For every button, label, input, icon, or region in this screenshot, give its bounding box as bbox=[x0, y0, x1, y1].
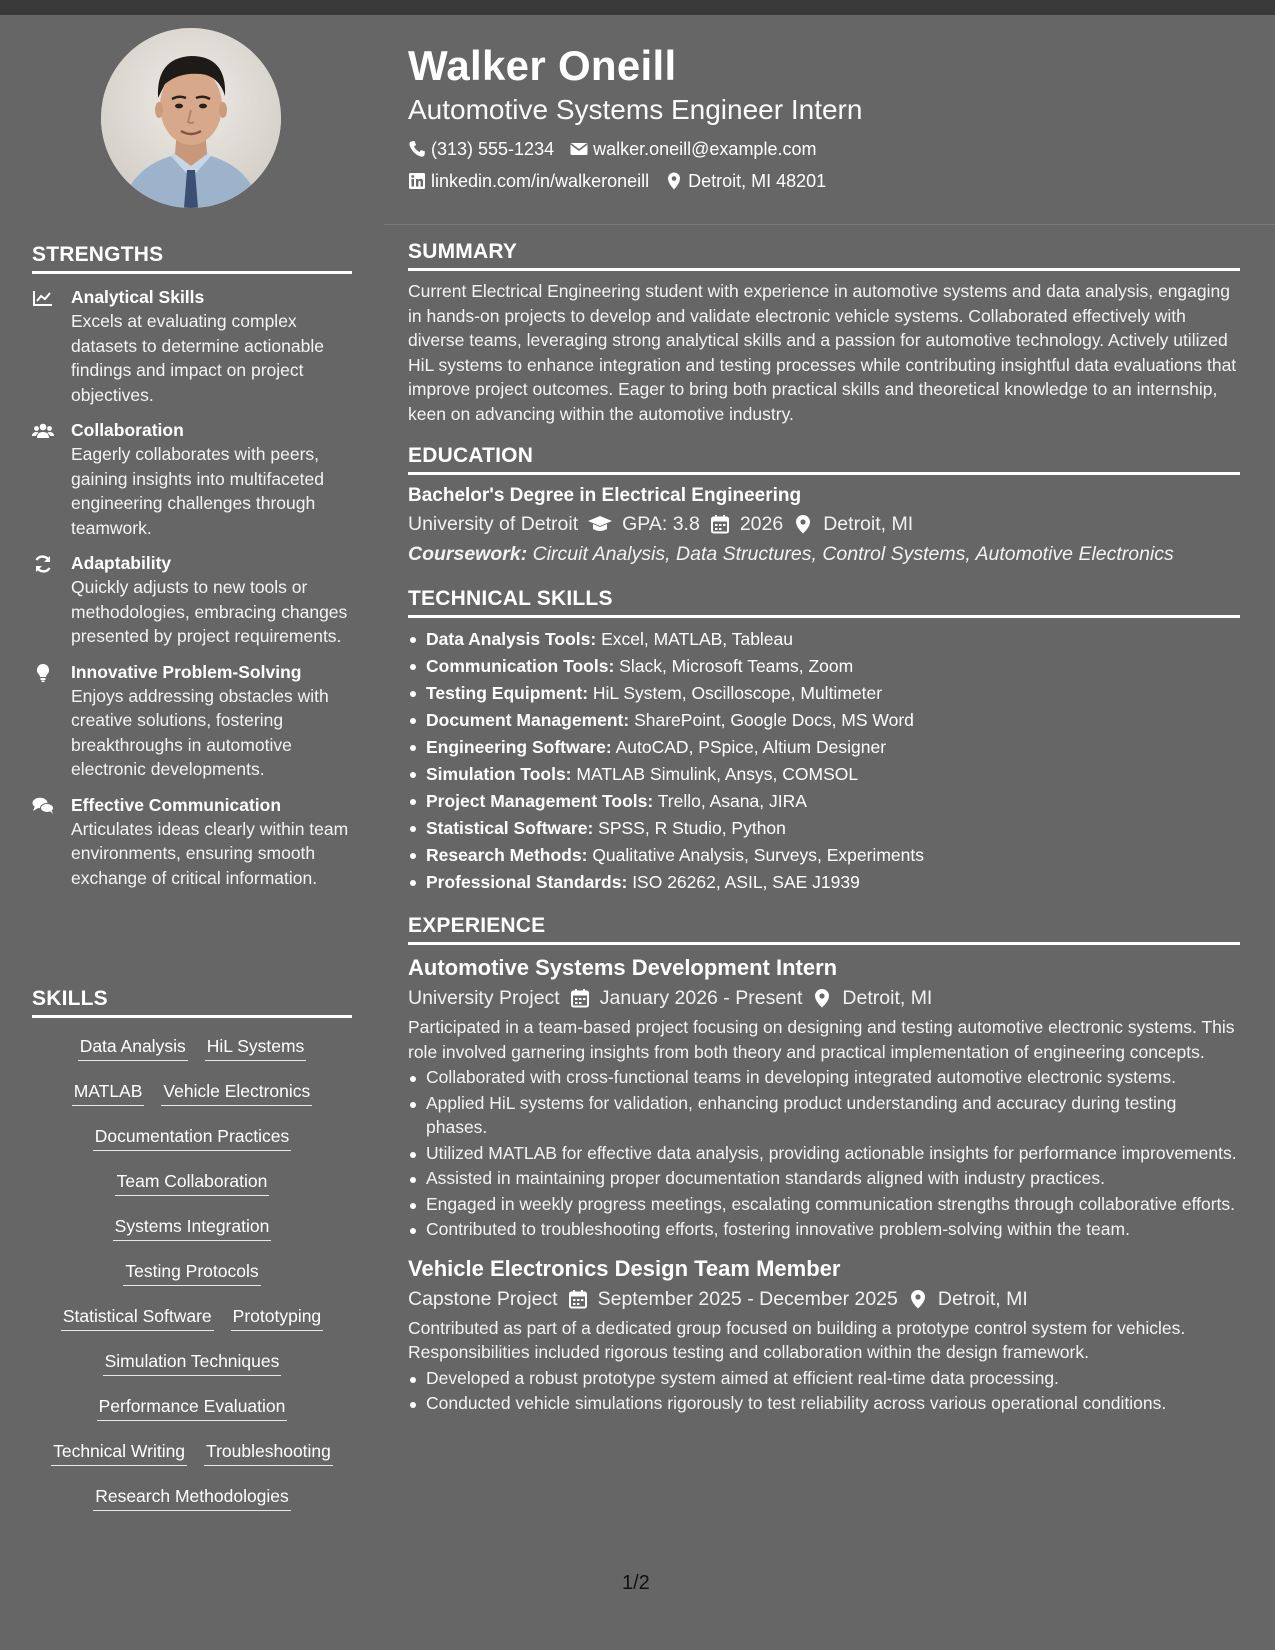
strength-item bbox=[32, 552, 352, 649]
skill-label: Testing Equipment: bbox=[426, 683, 589, 703]
calendar-icon bbox=[570, 988, 590, 1008]
summary-heading: SUMMARY bbox=[408, 240, 1240, 271]
list-item: Utilized MATLAB for effective data analysis, providing actionable insights for performance improvements. bbox=[408, 1141, 1240, 1166]
skill-value: HiL System, Oscilloscope, Multimeter bbox=[592, 683, 883, 703]
candidate-name: Walker Oneill bbox=[408, 42, 677, 89]
avatar-portrait bbox=[101, 28, 281, 208]
contact-phone[interactable] bbox=[408, 138, 554, 160]
school-name: University of Detroit bbox=[408, 513, 579, 535]
experience-section bbox=[408, 914, 1240, 1416]
linkedin-icon bbox=[408, 172, 426, 190]
users-icon bbox=[32, 421, 54, 441]
summary-text: Current Electrical Engineering student with experience in automotive systems and data analysis, engaging in hands-on projects to develop and validate electronic vehicle systems. Collaborated effectively with diverse teams, leveraging strong analytical skills and a passion for automotive technology. Actively utilized HiL systems to enhance integration and testing processes while contributing insightful data evaluations that improve project outcomes. Eager to bring both practical skills and theoretical knowledge to an internship, keen on advancing within the automotive industry. bbox=[408, 281, 1237, 424]
phone-text: (313) 555-1234 bbox=[431, 139, 555, 159]
job-dates: January 2026 - Present bbox=[599, 987, 803, 1009]
strength-desc: Excels at evaluating complex datasets to determine actionable findings and impact on project objectives. bbox=[71, 311, 324, 405]
chart-line-icon bbox=[32, 288, 54, 308]
header-divider bbox=[384, 224, 1275, 225]
experience-heading: EXPERIENCE bbox=[408, 914, 1240, 945]
skill-tag: Research Methodologies bbox=[93, 1484, 291, 1511]
list-item bbox=[408, 788, 1240, 815]
skill-tag: Technical Writing bbox=[51, 1439, 187, 1466]
strength-item bbox=[32, 661, 352, 782]
skill-tag: Systems Integration bbox=[113, 1214, 272, 1241]
strength-item bbox=[32, 286, 352, 407]
skill-tag: Simulation Techniques bbox=[103, 1349, 282, 1376]
email-text: walker.oneill@example.com bbox=[593, 139, 817, 159]
skill-tag: Testing Protocols bbox=[123, 1259, 260, 1286]
strength-title: Effective Communication bbox=[71, 794, 282, 815]
map-marker-icon bbox=[908, 1289, 928, 1309]
coursework-list: Circuit Analysis, Data Structures, Control Systems, Automotive Electronics bbox=[532, 543, 1174, 565]
skill-label: Statistical Software: bbox=[426, 818, 594, 838]
strength-title: Innovative Problem-Solving bbox=[71, 661, 302, 682]
contact-line-2 bbox=[408, 170, 1238, 192]
strength-title: Collaboration bbox=[71, 420, 184, 440]
skill-value: ISO 26262, ASIL, SAE J1939 bbox=[632, 872, 860, 892]
job-meta bbox=[408, 983, 1240, 1013]
profile-photo bbox=[101, 28, 281, 208]
skills-heading: SKILLS bbox=[32, 987, 352, 1018]
technical-skills-list bbox=[408, 626, 1240, 896]
list-item bbox=[408, 680, 1240, 707]
job-dates: September 2025 - December 2025 bbox=[597, 1287, 898, 1310]
strengths-section bbox=[32, 243, 352, 890]
candidate-title: Automotive Systems Engineer Intern bbox=[408, 94, 863, 125]
coursework-label: Coursework: bbox=[408, 543, 528, 565]
technical-skills-section bbox=[408, 587, 1240, 896]
skill-label: Professional Standards: bbox=[426, 872, 628, 892]
strength-item bbox=[32, 794, 352, 891]
job-meta bbox=[408, 1284, 1240, 1314]
strength-desc: Articulates ideas clearly within team environments, ensuring smooth exchange of critical information. bbox=[71, 818, 349, 888]
skill-label: Engineering Software: bbox=[426, 737, 612, 757]
envelope-icon bbox=[570, 140, 588, 158]
skill-tag: Statistical Software bbox=[61, 1304, 214, 1331]
summary-section bbox=[408, 240, 1240, 426]
list-item: Conducted vehicle simulations rigorously to test reliability across various operational conditions. bbox=[408, 1391, 1240, 1416]
skill-label: Data Analysis Tools: bbox=[426, 629, 597, 649]
strength-desc: Eagerly collaborates with peers, gaining insights into multifaceted engineering challenges through teamwork. bbox=[71, 444, 324, 538]
list-item bbox=[408, 815, 1240, 842]
skill-value: Excel, MATLAB, Tableau bbox=[601, 629, 794, 649]
map-marker-icon bbox=[665, 172, 683, 190]
skill-label: Communication Tools: bbox=[426, 656, 615, 676]
strength-title: Adaptability bbox=[71, 553, 172, 573]
skill-tag: Vehicle Electronics bbox=[161, 1079, 312, 1106]
graduation-year: 2026 bbox=[739, 513, 784, 535]
list-item: Engaged in weekly progress meetings, escalating communication strengths through collaborative efforts. bbox=[408, 1192, 1240, 1217]
strength-item bbox=[32, 419, 352, 540]
map-marker-icon bbox=[812, 988, 832, 1008]
education-heading: EDUCATION bbox=[408, 444, 1240, 475]
skill-tag: Troubleshooting bbox=[204, 1439, 333, 1466]
sync-icon bbox=[32, 554, 54, 574]
job-description: Contributed as part of a dedicated group focused on building a prototype control system for vehicles. Responsibilities included rigorous testing and collaboration within the design framework. bbox=[408, 1317, 1186, 1362]
skill-tag: Performance Evaluation bbox=[97, 1394, 288, 1421]
map-marker-icon bbox=[793, 514, 813, 534]
skill-tag: HiL Systems bbox=[205, 1034, 307, 1061]
skill-label: Project Management Tools: bbox=[426, 791, 654, 811]
skill-tag: Documentation Practices bbox=[93, 1124, 292, 1151]
strengths-heading: STRENGTHS bbox=[32, 243, 352, 274]
list-item bbox=[408, 707, 1240, 734]
skill-tag: Team Collaboration bbox=[115, 1169, 270, 1196]
job-location: Detroit, MI bbox=[937, 1287, 1028, 1310]
job-org: Capstone Project bbox=[408, 1287, 558, 1310]
job-bullets bbox=[408, 1366, 1240, 1416]
list-item bbox=[408, 734, 1240, 761]
job-title: Automotive Systems Development Intern bbox=[408, 955, 838, 980]
list-item bbox=[408, 869, 1240, 896]
linkedin-text: linkedin.com/in/walkeroneill bbox=[431, 171, 650, 191]
skill-value: Qualitative Analysis, Surveys, Experiments bbox=[592, 845, 924, 865]
job-location: Detroit, MI bbox=[842, 987, 933, 1009]
skill-value: SPSS, R Studio, Python bbox=[598, 818, 786, 838]
calendar-icon bbox=[568, 1289, 588, 1309]
contact-line-1 bbox=[408, 138, 1238, 160]
degree-title: Bachelor's Degree in Electrical Engineering bbox=[408, 485, 802, 506]
skill-label: Document Management: bbox=[426, 710, 630, 730]
contact-linkedin[interactable] bbox=[408, 170, 649, 192]
education-location: Detroit, MI bbox=[823, 513, 914, 535]
skill-label: Research Methods: bbox=[426, 845, 588, 865]
job-entry bbox=[408, 953, 1240, 1242]
list-item bbox=[408, 842, 1240, 869]
page-number: 1/2 bbox=[622, 1572, 650, 1594]
job-description: Participated in a team-based project focusing on designing and testing automotive electronic systems. This role involved garnering insights from both theory and practical implementation of engineering concepts. bbox=[408, 1017, 1235, 1062]
list-item: Developed a robust prototype system aimed at efficient real-time data processing. bbox=[408, 1366, 1240, 1391]
contact-location bbox=[665, 170, 826, 192]
skill-tag: MATLAB bbox=[72, 1079, 145, 1106]
job-entry bbox=[408, 1254, 1240, 1416]
job-title: Vehicle Electronics Design Team Member bbox=[408, 1255, 841, 1281]
list-item: Assisted in maintaining proper documentation standards aligned with industry practices. bbox=[408, 1166, 1240, 1191]
list-item bbox=[408, 761, 1240, 788]
list-item: Collaborated with cross-functional teams in developing integrated automotive electronic systems. bbox=[408, 1065, 1240, 1090]
list-item bbox=[408, 653, 1240, 680]
education-section bbox=[408, 444, 1240, 569]
graduation-cap-icon bbox=[588, 514, 612, 534]
job-org: University Project bbox=[408, 987, 560, 1009]
list-item: Contributed to troubleshooting efforts, fostering innovative problem-solving within the team. bbox=[408, 1217, 1240, 1242]
lightbulb-icon bbox=[32, 663, 54, 683]
list-item bbox=[408, 626, 1240, 653]
strength-title: Analytical Skills bbox=[71, 287, 205, 307]
comments-icon bbox=[32, 796, 54, 816]
top-bar bbox=[0, 0, 1275, 15]
skill-value: SharePoint, Google Docs, MS Word bbox=[634, 710, 914, 730]
strength-desc: Enjoys addressing obstacles with creative solutions, fostering breakthroughs in automotive electronic developments. bbox=[71, 685, 329, 779]
education-meta bbox=[408, 509, 1240, 539]
main-column bbox=[408, 240, 1240, 1434]
coursework-line bbox=[408, 539, 1240, 569]
technical-skills-heading: TECHNICAL SKILLS bbox=[408, 587, 1240, 618]
skill-value: Slack, Microsoft Teams, Zoom bbox=[619, 656, 854, 676]
skill-value: AutoCAD, PSpice, Altium Designer bbox=[615, 737, 887, 757]
skills-list bbox=[32, 1034, 352, 1529]
skill-value: MATLAB Simulink, Ansys, COMSOL bbox=[576, 764, 859, 784]
location-text: Detroit, MI 48201 bbox=[688, 171, 827, 191]
phone-icon bbox=[408, 140, 426, 158]
gpa-text: GPA: 3.8 bbox=[622, 513, 700, 535]
skill-tag: Data Analysis bbox=[78, 1034, 188, 1061]
strength-desc: Quickly adjusts to new tools or methodologies, embracing changes presented by project requirements. bbox=[71, 577, 348, 646]
calendar-icon bbox=[710, 514, 730, 534]
contact-email[interactable] bbox=[570, 138, 816, 160]
job-bullets bbox=[408, 1065, 1240, 1242]
skill-label: Simulation Tools: bbox=[426, 764, 572, 784]
skills-section bbox=[32, 987, 352, 1529]
resume-header bbox=[408, 40, 1238, 192]
skill-tag: Prototyping bbox=[231, 1304, 324, 1331]
list-item: Applied HiL systems for validation, enhancing product understanding and accuracy during testing phases. bbox=[408, 1091, 1240, 1140]
skill-value: Trello, Asana, JIRA bbox=[657, 791, 807, 811]
